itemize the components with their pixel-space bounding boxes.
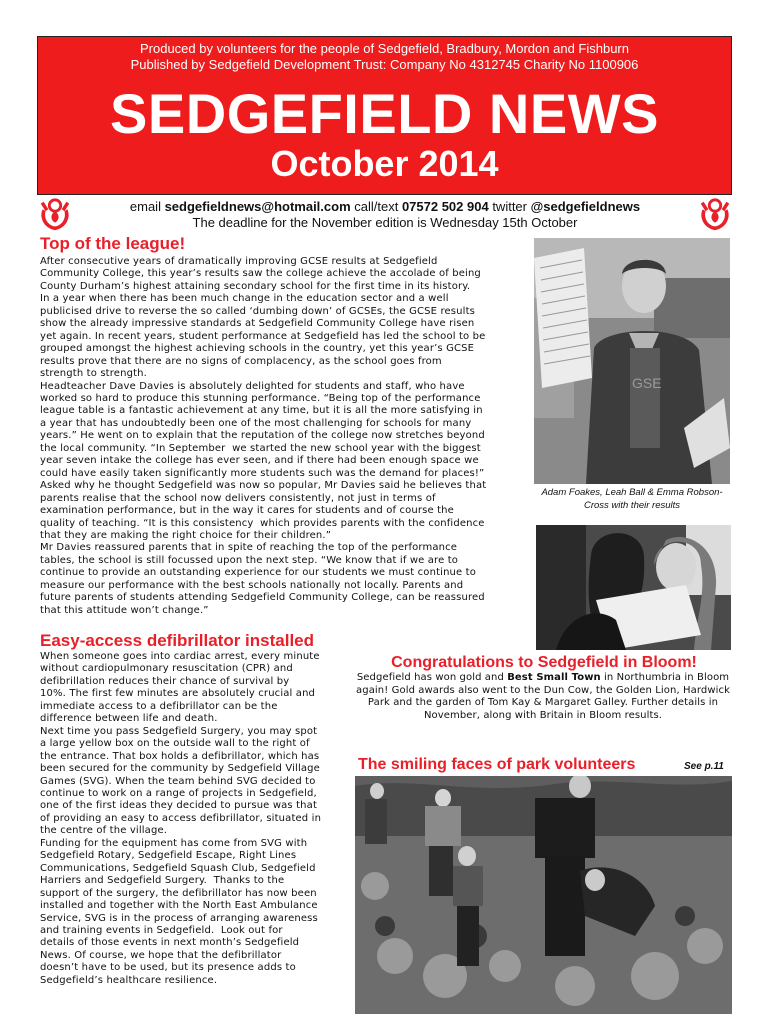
twitter-handle[interactable]: @sedgefieldnews: [530, 199, 641, 214]
park-heading: The smiling faces of park volunteers: [358, 756, 636, 773]
best-small-town: Best Small Town: [507, 672, 601, 683]
sedgefield-logo-icon: [696, 196, 734, 234]
defib-article-text: When someone goes into cardiac arrest, every minute without cardiopulmonary resuscitation (CPR) and defibrillation reduces their chance of survival by 10%. The first few minutes are absolutely crucial and immediate access to a defibrillator can be the difference between life and death. Next time you pass Sedgefield Surgery, you may spot a large yellow box on the outside wall to the right of the entrance. That box holds a defibrillator, which has been secured for the community by Sedgefield Village Games (SVG). When the team behind SVG decided to continue to work on a range of projects in Sedgefield, one of the first ideas they decided to pursue was that of providing an easy to access defibrillator, situated in the centre of the village. Funding for the equipment has come from SVG with Sedgefield Rotary, Sedgefield Escape, Right Lines Communications, Sedgefield Squash Club, Sedgefield Harriers and Sedgefield Surgery. Thanks to the support of the surgery, the defibrillator has now been installed and together with the North East Ambulance Service, SVG is in the process of arranging awareness and training events in Sedgefield. Look out for details of those events in next month’s Sedgefield News. Of course, we hope that the defibrillator doesn’t have to be used, but its presence adds to Sedgefield’s healthcare resilience.: [40, 651, 322, 986]
email-label: email: [129, 199, 165, 214]
photo-caption: Adam Foakes, Leah Ball & Emma Robson-Cross with their results: [541, 487, 723, 511]
park-volunteers-photo: [355, 776, 732, 1014]
defib-heading: Easy-access defibrillator installed: [40, 631, 315, 650]
twitter-label: twitter: [488, 199, 531, 214]
student-photo: [534, 238, 730, 484]
phone-number: 07572 502 904: [401, 199, 489, 214]
masthead-publisher: Published by Sedgefield Development Trust: Company No 4312745 Charity No 1100906: [130, 57, 639, 72]
bloom-heading: Congratulations to Sedgefield in Bloom!: [391, 654, 697, 671]
masthead: [37, 36, 732, 195]
contact-info: [90, 199, 680, 231]
bloom-article-text: Sedgefield has won gold and Best Small Town in Northumbria in Bloom again! Gold awards also went to the Dun Cow, the Golden Lion, Hardwick Park and the garden of Tom Kay & Margaret Galley. Further details in November, along with Britain in Bloom results.: [356, 672, 730, 721]
girls-photo: [536, 525, 731, 650]
see-page-reference: See p.11: [684, 761, 724, 772]
masthead-tagline: Produced by volunteers for the people of Sedgefield, Bradbury, Mordon and Fishburn: [139, 41, 629, 56]
email-link[interactable]: sedgefieldnews@hotmail.com: [164, 199, 351, 214]
issue-date: October 2014: [270, 143, 499, 184]
league-article-text: After consecutive years of dramatically improving GCSE results at Sedgefield Community College, this year’s results saw the college achieve the accolade of being County Durham’s highest attaining secondary school for the first time in its history. In a year when there has been much change in the education sector and a well publicised drive to reverse the so called ‘dumbing down’ of GCSEs, the GCSE results show the already impressive standards at Sedgefield Community College have risen yet again. In recent years, student performance at Sedgefield has led the school to be grouped amongst the highest achieving schools in the country, yet this year’s GCSE results prove that there are no signs of complacency, as the school goes from strength to strength. Headteacher Dave Davies is absolutely delighted for students and staff, who have worked so hard to produce this stunning performance. “Being top of the performance league table is a fantastic achievement at any time, but it is all the more satisfying in a year that has undoubtedly been one of the most challenging for schools for many years.” He went on to explain that the reputation of the college now stretches beyond the local community. “In September we started the new school year with the biggest year seven intake the college has ever seen, and if there had been enough space we could have easily taken significantly more students such was the demand for places!” Asked why he thought Sedgefield was now so popular, Mr Davies said he believes that parents realise that the school now delivers consistently, not just in terms of examination performance, but in the way it cares for students and of course the quality of teaching. “It is this consistency which provides parents with the confidence that they are making the right choice for their children.” Mr Davies reassured parents that in spite of reaching the top of the performance tables, the school is still focussed upon the next step. “We know that if we are to continue to provide an outstanding experience for our students we must continue to measure our performance with the best schools nationally not locally. Parents and future parents of students attending Sedgefield Community College, can be reassured that this attitude won’t change.”: [40, 256, 487, 616]
newspaper-title: SEDGEFIELD NEWS: [110, 82, 659, 145]
sedgefield-logo-icon: [36, 196, 74, 234]
deadline-notice: The deadline for the November edition is Wednesday 15th October: [192, 215, 578, 230]
league-heading: Top of the league!: [40, 234, 186, 253]
svg-text:GSE: GSE: [632, 375, 662, 391]
call-label: call/text: [350, 199, 402, 214]
